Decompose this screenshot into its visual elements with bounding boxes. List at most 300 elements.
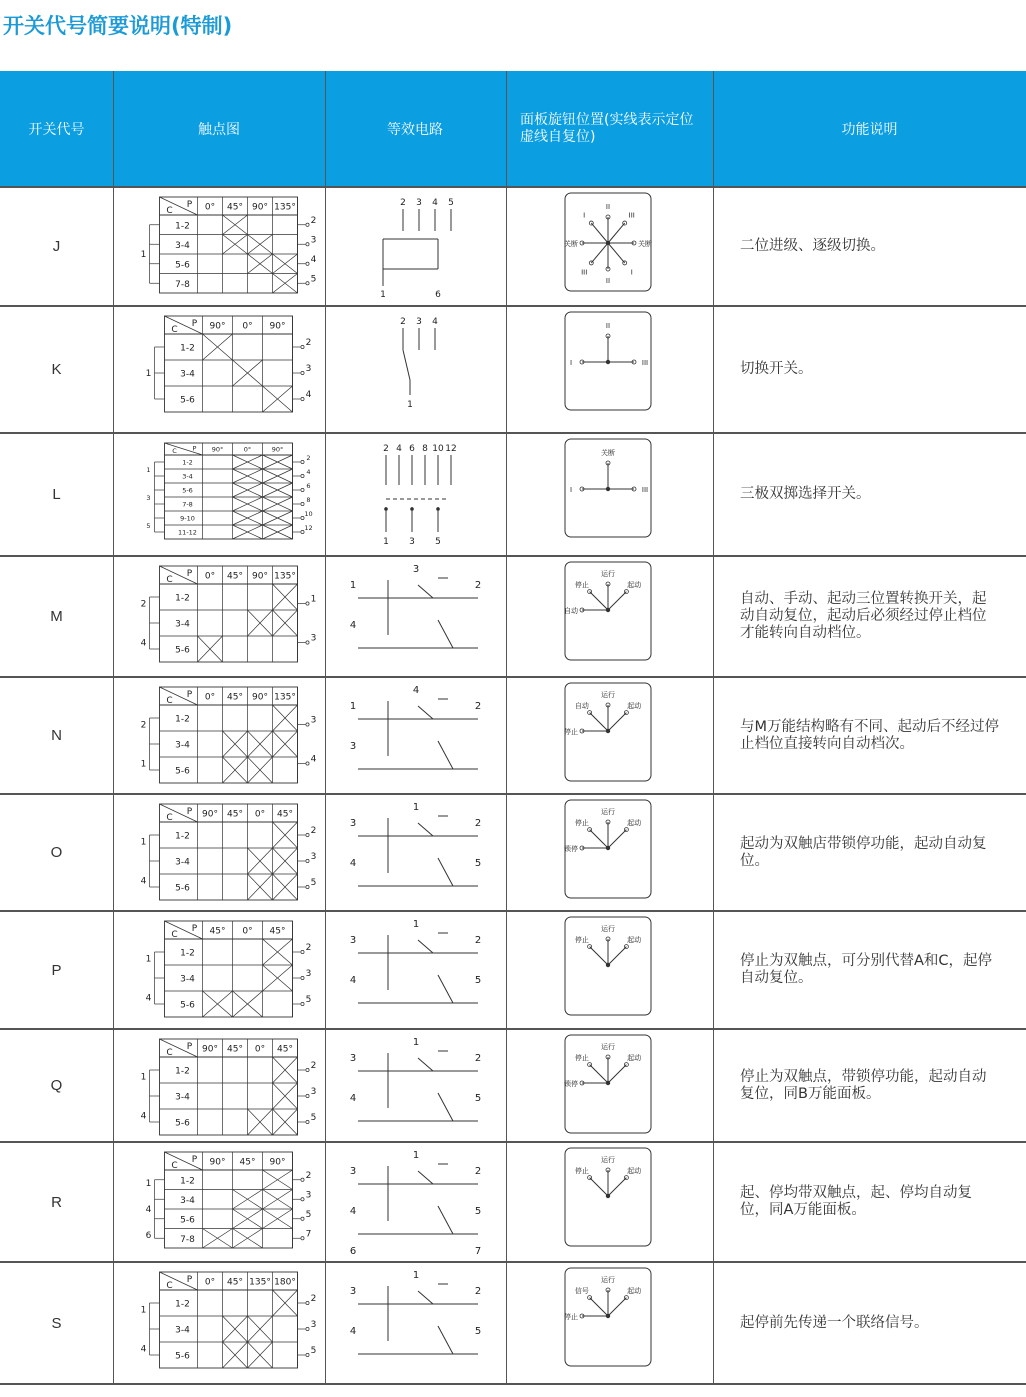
cp-p-label: P	[186, 1042, 193, 1052]
knob-position-label: II	[605, 322, 611, 330]
knob-position-label: III	[641, 359, 649, 367]
contact-grid	[141, 566, 317, 662]
knob-position-label: 停止	[564, 1313, 578, 1321]
terminal-label: 2	[310, 1061, 317, 1071]
contact-label: 11-12	[178, 528, 197, 537]
knob-position-label: 运行	[601, 1276, 615, 1284]
angle-label: 90°	[202, 809, 218, 820]
cp-c-label: C	[166, 696, 173, 706]
knob-position-label: 起动	[627, 935, 642, 944]
circuit-terminal-label: 2	[474, 1286, 482, 1297]
terminal-label: 5	[305, 995, 312, 1005]
contact-grid	[146, 921, 312, 1017]
circuit-terminal-label: 2	[474, 818, 482, 829]
row-divider	[0, 1383, 1026, 1385]
row-divider	[0, 432, 1026, 434]
terminal-label: 12	[304, 524, 313, 532]
panel-knob	[564, 562, 651, 660]
circuit-terminal-label: 5	[474, 1206, 482, 1217]
terminal-label: 3	[310, 633, 317, 644]
cp-p-label: P	[186, 1275, 193, 1285]
row-divider	[0, 186, 1026, 188]
angle-label: 45°	[227, 1277, 243, 1288]
angle-label: 45°	[227, 809, 243, 820]
circuit-drawing	[350, 685, 481, 769]
terminal-label: 1	[145, 369, 152, 379]
knob-position-label: 运行	[601, 808, 615, 816]
knob-position-label: 关断	[638, 240, 652, 248]
terminal-label: 4	[140, 638, 147, 649]
contact-label: 1-2	[175, 221, 190, 232]
row-divider	[0, 555, 1026, 557]
circuit-terminal-label: 3	[349, 741, 357, 752]
cp-p-label: P	[186, 200, 193, 210]
contact-label: 1-2	[180, 343, 195, 354]
terminal-label: 5	[310, 274, 317, 285]
function-description: 三极双掷选择开关。	[740, 486, 871, 502]
cp-p-label: P	[191, 1155, 198, 1165]
knob-position-label: 停止	[574, 1053, 589, 1062]
angle-label: 45°	[227, 1044, 243, 1055]
circuit-terminal-label: 6	[349, 1246, 357, 1257]
knob-ray	[608, 713, 626, 731]
terminal-label: 2	[305, 1170, 312, 1181]
contact-diagram	[116, 798, 322, 909]
terminal-label: 3	[310, 235, 317, 246]
knob-position-label: I	[569, 486, 573, 494]
contact-label: 3-4	[175, 1092, 190, 1103]
terminal-label: 2	[305, 943, 312, 953]
function-description: 与M万能结构略有不同、起动后不经过停止档位直接转向自动档次。	[740, 718, 1000, 752]
terminal-label: 4	[140, 1111, 147, 1122]
knob-position-label: 起动	[627, 580, 642, 589]
cp-p-label: P	[186, 690, 193, 700]
equivalent-circuit	[328, 915, 503, 1027]
circuit-terminal-label: 1	[412, 1150, 420, 1161]
terminal-label: 6	[306, 482, 311, 490]
circuit-terminal-label: 3	[349, 1166, 357, 1177]
contact-label: 1-2	[175, 593, 190, 604]
circuit-terminal-label: 2	[383, 444, 389, 454]
contact-label: 1-2	[180, 1176, 195, 1187]
panel-position	[563, 798, 658, 909]
contact-label: 7-8	[175, 279, 190, 290]
knob-ray	[590, 592, 608, 610]
terminal-label: 3	[305, 969, 312, 979]
knob-position-label: III	[628, 211, 635, 220]
switch-code: P	[51, 961, 62, 979]
circuit-terminal-label: 5	[474, 975, 482, 986]
terminal-label: 2	[306, 454, 311, 462]
contact-label: 3-4	[175, 1325, 190, 1336]
knob-position-label: III	[641, 486, 649, 494]
knob-position-label: 关断	[601, 449, 615, 457]
circuit-terminal-label: 2	[474, 701, 482, 712]
angle-label: 0°	[254, 809, 266, 820]
circuit-terminal-label: 1	[349, 701, 357, 712]
circuit-terminal-label: 5	[474, 1093, 482, 1104]
contact-grid	[141, 804, 317, 900]
cp-c-label: C	[171, 1161, 178, 1171]
contact-label: 7-8	[182, 500, 193, 509]
knob-position-label: 锁停	[564, 1080, 578, 1088]
cp-c-label: C	[166, 1281, 173, 1291]
angle-label: 135°	[274, 692, 296, 703]
contact-label: 5-6	[175, 1118, 190, 1129]
column-divider	[113, 71, 114, 1384]
contact-label: 9-10	[180, 514, 195, 523]
knob-position-label: 运行	[601, 691, 615, 699]
terminal-label: 1	[145, 1179, 152, 1189]
terminal-label: 3	[146, 494, 151, 502]
terminal-label: 4	[306, 468, 311, 476]
terminal-label: 4	[140, 876, 147, 887]
header-function: 功能说明	[841, 121, 898, 138]
knob-position-label: 关断	[564, 240, 578, 248]
terminal-label: 2	[310, 1294, 317, 1304]
panel-knob	[564, 800, 651, 898]
angle-label: 45°	[277, 809, 293, 820]
knob-position-label: 运行	[601, 1043, 615, 1051]
knob-ray	[608, 592, 626, 610]
angle-label: 90°	[252, 571, 268, 582]
function-description: 停止为双触点，可分别代替A和C，起停自动复位。	[740, 953, 993, 986]
equivalent-circuit	[328, 681, 503, 792]
equivalent-circuit	[328, 191, 503, 304]
equivalent-circuit	[328, 310, 503, 431]
angle-label: 0°	[204, 1277, 216, 1288]
circuit-terminal-label: 5	[474, 1326, 482, 1337]
terminal-label: 4	[145, 1205, 152, 1215]
cp-p-label: P	[186, 807, 193, 817]
terminal-label: 2	[140, 599, 147, 610]
function-description: 起停前先传递一个联络信号。	[740, 1314, 929, 1331]
circuit-terminal-label: 1	[412, 802, 420, 813]
angle-label: 135°	[274, 202, 296, 213]
angle-label: 90°	[211, 445, 224, 454]
circuit-terminal-label: 3	[349, 1286, 357, 1297]
circuit-terminal-label: 3	[416, 317, 422, 327]
knob-ray	[608, 1065, 626, 1083]
contact-label: 5-6	[175, 883, 190, 894]
knob-position-label: 起动	[627, 701, 642, 710]
knob-position-label: 自动	[564, 607, 578, 615]
terminal-label: 2	[310, 826, 317, 836]
function-description: 二位进级、逐级切换。	[740, 238, 885, 254]
knob-ray	[608, 830, 626, 848]
terminal-label: 3	[310, 1087, 317, 1097]
terminal-label: 1	[140, 837, 147, 848]
contact-label: 1-2	[175, 714, 190, 725]
switch-code: J	[52, 238, 61, 255]
circuit-terminal-label: 1	[383, 537, 389, 547]
header-panel: 面板旋钮位置(实线表示定位虚线自复位)	[520, 111, 694, 145]
contact-grid	[141, 687, 317, 783]
terminal-label: 1	[310, 594, 317, 605]
contact-diagram	[116, 310, 322, 431]
knob-ray	[590, 830, 608, 848]
angle-label: 90°	[209, 321, 226, 332]
knob-ray	[608, 947, 626, 965]
panel-position	[563, 437, 658, 554]
contact-grid	[141, 1039, 317, 1135]
knob-ray	[590, 713, 608, 731]
terminal-label: 5	[310, 1346, 317, 1356]
cp-p-label: P	[191, 924, 198, 934]
terminal-label: 5	[146, 522, 151, 530]
function-description: 自动、手动、起动三位置转换开关，起动自动复位，起动后必须经过停止档位才能转向自动档位。	[740, 591, 987, 641]
knob-position-label: 运行	[601, 925, 615, 933]
terminal-label: 3	[305, 1190, 312, 1201]
cp-p-label: P	[191, 319, 198, 329]
circuit-drawing	[350, 1270, 481, 1354]
circuit-terminal-label: 4	[349, 1206, 357, 1217]
contact-diagram	[116, 1266, 322, 1382]
angle-label: 0°	[242, 321, 253, 332]
equivalent-circuit	[328, 560, 503, 675]
angle-label: 90°	[269, 1157, 286, 1168]
angle-label: 90°	[209, 1157, 226, 1168]
cp-c-label: C	[166, 206, 173, 216]
circuit-terminal-label: 5	[435, 537, 441, 547]
terminal-label: 5	[310, 1113, 317, 1123]
table-header	[0, 71, 1026, 186]
page-title: 开关代号简要说明(特制)	[3, 14, 233, 38]
contact-diagram	[116, 681, 322, 792]
equivalent-circuit	[328, 1146, 503, 1260]
panel-position	[563, 915, 658, 1027]
panel-knob	[565, 439, 651, 537]
knob-ray	[591, 223, 608, 243]
terminal-label: 3	[310, 852, 317, 862]
circuit-terminal-label: 3	[349, 935, 357, 946]
knob-position-label: I	[569, 359, 573, 367]
circuit-terminal-label: 4	[349, 1326, 357, 1337]
knob-position-label: 停止	[574, 818, 589, 827]
circuit-terminal-label: 6	[435, 290, 441, 300]
cp-c-label: C	[171, 930, 178, 940]
cp-c-label: C	[166, 813, 173, 823]
circuit-terminal-label: 7	[474, 1246, 482, 1257]
contact-label: 5-6	[182, 486, 193, 495]
panel-position	[563, 310, 658, 431]
equivalent-circuit	[328, 1266, 503, 1382]
panel-position	[563, 681, 658, 792]
contact-label: 1-2	[182, 458, 193, 467]
cp-c-label: C	[171, 325, 178, 335]
contact-label: 5-6	[175, 766, 190, 777]
panel-knob	[565, 917, 651, 1015]
circuit-terminal-label: 4	[349, 1093, 357, 1104]
row-divider	[0, 1028, 1026, 1030]
column-divider	[506, 71, 507, 1384]
header-circuit: 等效电路	[387, 121, 443, 138]
terminal-label: 5	[310, 878, 317, 888]
cp-c-label: C	[166, 1048, 173, 1058]
circuit-terminal-label: 3	[412, 564, 420, 575]
knob-ray	[591, 243, 608, 263]
knob-ray	[608, 1298, 626, 1316]
knob-position-label: 停止	[564, 728, 578, 736]
contact-diagram	[116, 1146, 322, 1260]
equivalent-circuit	[328, 1033, 503, 1140]
knob-position-label: 停止	[574, 580, 589, 589]
knob-ray	[590, 1298, 608, 1316]
contact-label: 5-6	[175, 1351, 190, 1362]
contact-label: 1-2	[175, 1066, 190, 1077]
angle-label: 135°	[249, 1277, 271, 1288]
circuit-terminal-label: 3	[349, 1053, 357, 1064]
angle-label: 45°	[269, 926, 286, 937]
knob-ray	[590, 1178, 608, 1196]
switch-code: S	[51, 1314, 62, 1332]
terminal-label: 4	[305, 390, 312, 400]
function-description: 停止为双触点，带锁停功能，起动自动复位，同B万能面板。	[740, 1068, 987, 1102]
circuit-terminal-label: 4	[349, 858, 357, 869]
circuit-terminal-label: 6	[409, 444, 415, 454]
contact-label: 1-2	[175, 1299, 190, 1310]
terminal-label: 1	[140, 759, 147, 770]
cp-c-label: C	[166, 575, 173, 585]
panel-knob	[565, 1148, 651, 1246]
circuit-terminal-label: 1	[412, 1270, 420, 1281]
circuit-drawing	[350, 564, 481, 648]
contact-label: 3-4	[175, 619, 190, 630]
contact-grid	[146, 316, 312, 412]
contact-label: 5-6	[175, 260, 190, 271]
circuit-terminal-label: 8	[422, 444, 428, 454]
angle-label: 0°	[204, 692, 216, 703]
circuit-terminal-label: 2	[400, 198, 406, 208]
angle-label: 0°	[242, 926, 253, 937]
circuit-terminal-label: 4	[432, 198, 438, 208]
knob-ray	[590, 1065, 608, 1083]
switch-code: O	[50, 844, 63, 861]
circuit-terminal-label: 4	[432, 317, 438, 327]
circuit-terminal-label: 1	[407, 400, 413, 410]
contact-diagram	[116, 1033, 322, 1140]
row-divider	[0, 676, 1026, 678]
column-divider	[713, 71, 714, 1384]
contact-diagram	[116, 191, 322, 304]
switch-code: N	[51, 727, 62, 744]
knob-position-label: 自动	[574, 701, 589, 710]
angle-label: 90°	[252, 692, 268, 703]
knob-ray	[608, 223, 625, 243]
terminal-label: 3	[310, 715, 317, 726]
terminal-label: 8	[306, 496, 311, 504]
switch-code: L	[52, 486, 61, 503]
contact-label: 3-4	[180, 369, 195, 380]
contact-label: 5-6	[180, 395, 195, 406]
knob-position-label: 起动	[627, 1286, 642, 1295]
panel-knob	[564, 683, 651, 781]
angle-label: 0°	[204, 571, 216, 582]
contact-diagram	[116, 915, 322, 1027]
contact-label: 3-4	[175, 240, 190, 251]
function-description: 切换开关。	[740, 361, 813, 377]
circuit-terminal-label: 3	[409, 537, 415, 547]
knob-position-label: II	[605, 203, 611, 211]
circuit-terminal-label: 2	[474, 1053, 482, 1064]
knob-ray	[608, 1178, 626, 1196]
terminal-label: 1	[140, 250, 147, 260]
knob-position-label: 起动	[627, 1053, 642, 1062]
knob-position-label: 信号	[574, 1286, 589, 1295]
knob-position-label: II	[605, 277, 611, 285]
knob-position-label: I	[583, 211, 586, 220]
angle-label: 135°	[274, 571, 296, 582]
angle-label: 45°	[239, 1157, 256, 1168]
angle-label: 45°	[227, 571, 243, 582]
terminal-label: 4	[145, 993, 152, 1004]
terminal-label: 3	[305, 364, 312, 374]
circuit-drawing	[350, 1150, 481, 1257]
switch-code: K	[51, 361, 62, 378]
contact-label: 3-4	[175, 857, 190, 868]
circuit-terminal-label: 3	[349, 818, 357, 829]
circuit-drawing	[350, 1037, 481, 1121]
angle-label: 45°	[227, 202, 243, 213]
contact-label: 3-4	[180, 1195, 195, 1206]
angle-label: 0°	[243, 445, 252, 454]
circuit-terminal-label: 2	[474, 935, 482, 946]
equivalent-circuit	[328, 798, 503, 909]
terminal-label: 5	[305, 1209, 312, 1220]
circuit-terminal-label: 1	[412, 1037, 420, 1048]
terminal-label: 4	[310, 254, 317, 265]
function-description: 起、停均带双触点，起、停均自动复位，同A万能面板。	[740, 1185, 972, 1218]
angle-label: 45°	[277, 1044, 293, 1055]
terminal-label: 1	[146, 466, 151, 474]
angle-label: 45°	[209, 926, 226, 937]
panel-knob	[564, 1035, 651, 1133]
header-code: 开关代号	[28, 121, 85, 138]
cp-c-label: C	[172, 447, 177, 455]
contact-label: 7-8	[180, 1234, 195, 1245]
circuit-terminal-label: 12	[445, 444, 457, 454]
contact-label: 1-2	[180, 948, 195, 959]
circuit-terminal-label: 1	[412, 919, 420, 930]
terminal-label: 4	[140, 1344, 147, 1355]
contact-grid	[146, 1152, 312, 1248]
terminal-label: 2	[140, 720, 147, 731]
terminal-label: 7	[305, 1229, 312, 1240]
circuit-drawing	[383, 444, 457, 547]
circuit-terminal-label: 5	[474, 858, 482, 869]
terminal-label: 4	[310, 754, 317, 765]
circuit-terminal-label: 2	[474, 580, 482, 591]
knob-position-label: I	[630, 268, 633, 277]
circuit-terminal-label: 4	[349, 975, 357, 986]
angle-label: 90°	[269, 321, 286, 332]
angle-label: 45°	[227, 692, 243, 703]
contact-label: 3-4	[182, 472, 193, 481]
angle-label: 0°	[254, 1044, 266, 1055]
terminal-label: 2	[310, 215, 317, 226]
cp-p-label: P	[192, 444, 197, 453]
circuit-terminal-label: 10	[432, 444, 444, 454]
row-divider	[0, 910, 1026, 912]
knob-position-label: 锁停	[564, 845, 578, 853]
angle-label: 0°	[204, 202, 216, 213]
terminal-label: 2	[305, 338, 312, 348]
knob-position-label: 运行	[601, 1156, 615, 1164]
knob-ray	[608, 243, 625, 263]
terminal-label: 3	[310, 1320, 317, 1330]
row-divider	[0, 1141, 1026, 1143]
panel-position	[563, 1266, 658, 1382]
